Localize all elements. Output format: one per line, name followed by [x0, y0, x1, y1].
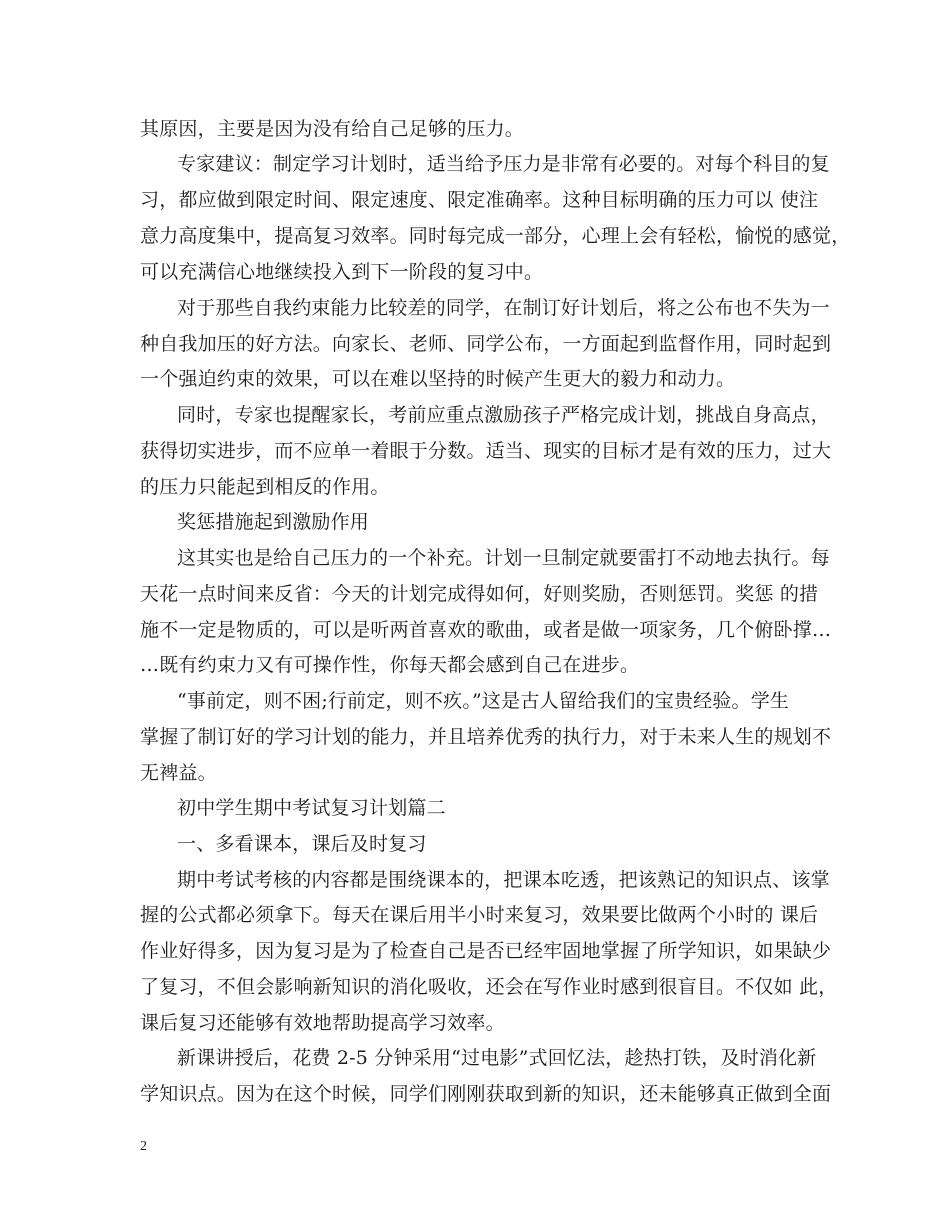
text-line: 专家建议：制定学习计划时，适当给予压力是非常有必要的。对每个科目的复: [177, 153, 830, 175]
text-line: 期中考试考核的内容都是围绕课本的，把课本吃透，把该熟记的知识点、该掌: [177, 869, 830, 891]
text-line: 学知识点。因为在这个时候，同学们刚刚获取到新的知识，还未能够真正做到全面: [140, 1083, 832, 1105]
text-line: 的压力只能起到相反的作用。: [140, 476, 390, 498]
text-line: 这其实也是给自己压力的一个补充。计划一旦制定就要雷打不动地去执行。每: [177, 547, 830, 569]
text-line: 新课讲授后，花费 2-5 分钟采用“过电影”式回忆法，趁热打铁，及时消化新: [177, 1047, 817, 1069]
text-line: 种自我加压的好方法。向家长、老师、同学公布，一方面起到监督作用，同时起到: [140, 333, 832, 355]
text-line: 无裨益。: [140, 762, 217, 784]
text-line: 习，都应做到限定时间、限定速度、限定准确率。这种目标明确的压力可以 使注: [140, 189, 819, 211]
text-line: 作业好得多，因为复习是为了检查自己是否已经牢固地掌握了所学知识，如果缺少: [140, 940, 832, 962]
text-line: 同时，专家也提醒家长，考前应重点激励孩子严格完成计划，挑战自身高点，: [177, 404, 830, 426]
text-line: 其原因，主要是因为没有给自己足够的压力。: [140, 118, 525, 140]
text-line: 对于那些自我约束能力比较差的同学，在制订好计划后，将之公布也不失为一: [177, 297, 830, 319]
text-line: 施不一定是物质的，可以是听两首喜欢的歌曲，或者是做一项家务，几个俯卧撑…: [140, 619, 832, 641]
section-heading: 一、多看课本，课后及时复习: [177, 833, 427, 855]
text-line: 意力高度集中，提高复习效率。同时每完成一部分，心理上会有轻松，愉悦的感觉，: [140, 225, 851, 247]
text-line: 获得切实进步，而不应单一着眼于分数。适当、现实的目标才是有效的压力，过大: [140, 440, 832, 462]
text-line: 课后复习还能够有效地帮助提高学习效率。: [140, 1012, 505, 1034]
section-heading: 初中学生期中考试复习计划篇二: [177, 797, 446, 819]
text-line: 握的公式都必须拿下。每天在课后用半小时来复习，效果要比做两个小时的 课后: [140, 904, 819, 926]
text-line: 一个强迫约束的效果，可以在难以坚持的时候产生更大的毅力和动力。: [140, 368, 736, 390]
text-line: “事前定，则不困;行前定，则不疚。”这是古人留给我们的宝贵经验。学生: [177, 690, 790, 712]
text-line: 掌握了制订好的学习计划的能力，并且培养优秀的执行力，对于未来人生的规划不: [140, 726, 832, 748]
section-heading: 奖惩措施起到激励作用: [177, 511, 370, 533]
text-line: 了复习，不但会影响新知识的消化吸收，还会在写作业时感到很盲目。不仅如 此，: [140, 976, 838, 998]
text-line: 天花一点时间来反省：今天的计划完成得如何，好则奖励，否则惩罚。奖惩 的措: [140, 583, 819, 605]
text-line: 可以充满信心地继续投入到下一阶段的复习中。: [140, 261, 544, 283]
page-number: 2: [140, 1139, 147, 1154]
text-line: …既有约束力又有可操作性，你每天都会感到自己在进步。: [140, 654, 640, 676]
